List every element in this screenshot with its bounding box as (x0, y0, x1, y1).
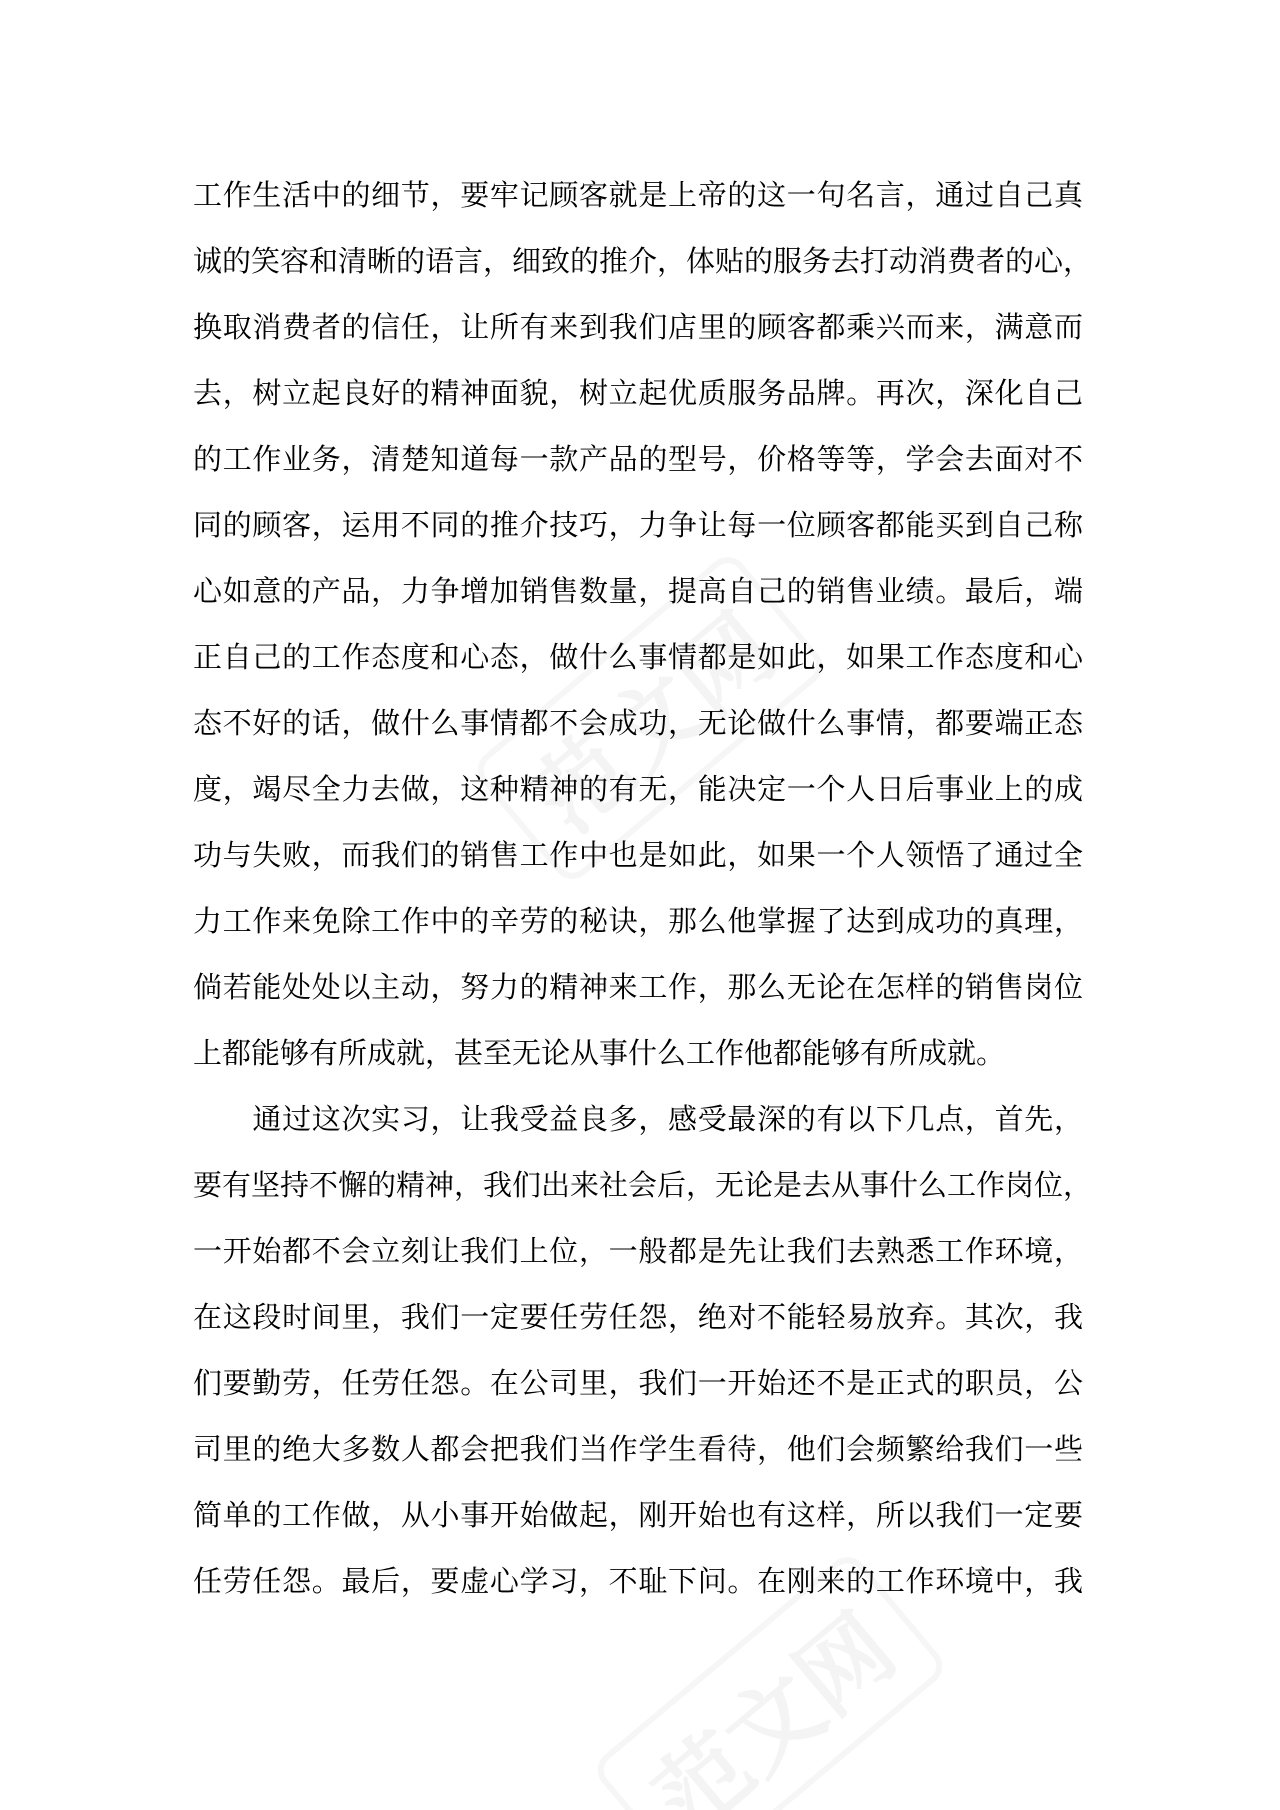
text-line: 的工作业务，清楚知道每一款产品的型号，价格等等，学会去面对不 (193, 442, 1083, 476)
text-line: 一开始都不会立刻让我们上位，一般都是先让我们去熟悉工作环境， (193, 1234, 1083, 1268)
text-line: 任劳任怨。最后，要虚心学习，不耻下问。在刚来的工作环境中，我 (193, 1564, 1083, 1598)
text-line: 换取消费者的信任，让所有来到我们店里的顾客都乘兴而来，满意而 (193, 310, 1083, 344)
text-line: 正自己的工作态度和心态，做什么事情都是如此，如果工作态度和心 (193, 640, 1083, 674)
text-line: 们要勤劳，任劳任怨。在公司里，我们一开始还不是正式的职员，公 (193, 1366, 1083, 1400)
text-line: 力工作来免除工作中的辛劳的秘诀，那么他掌握了达到成功的真理， (193, 904, 1083, 938)
text-line: 司里的绝大多数人都会把我们当作学生看待，他们会频繁给我们一些 (193, 1432, 1083, 1466)
body-text (193, 162, 1093, 1614)
text-line: 通过这次实习，让我受益良多，感受最深的有以下几点，首先， (193, 1102, 1083, 1136)
text-line: 去，树立起良好的精神面貌，树立起优质服务品牌。再次，深化自己 (193, 376, 1083, 410)
text-line: 诚的笑容和清晰的语言，细致的推介，体贴的服务去打动消费者的心， (193, 244, 1093, 278)
text-line: 在这段时间里，我们一定要任劳任怨，绝对不能轻易放弃。其次，我 (193, 1300, 1083, 1334)
text-line: 上都能够有所成就，甚至无论从事什么工作他都能够有所成就。 (193, 1036, 1006, 1070)
text-line: 要有坚持不懈的精神，我们出来社会后，无论是去从事什么工作岗位， (193, 1168, 1093, 1202)
text-line: 态不好的话，做什么事情都不会成功，无论做什么事情，都要端正态 (193, 706, 1083, 740)
text-line: 工作生活中的细节，要牢记顾客就是上帝的这一句名言，通过自己真 (193, 178, 1083, 212)
text-line: 简单的工作做，从小事开始做起，刚开始也有这样，所以我们一定要 (193, 1498, 1083, 1532)
text-line: 心如意的产品，力争增加销售数量，提高自己的销售业绩。最后，端 (193, 574, 1083, 608)
text-line: 倘若能处处以主动，努力的精神来工作，那么无论在怎样的销售岗位 (193, 970, 1083, 1004)
text-line: 度，竭尽全力去做，这种精神的有无，能决定一个人日后事业上的成 (193, 772, 1083, 806)
text-line: 功与失败，而我们的销售工作中也是如此，如果一个人领悟了通过全 (193, 838, 1083, 872)
text-line: 同的顾客，运用不同的推介技巧，力争让每一位顾客都能买到自己称 (193, 508, 1083, 542)
